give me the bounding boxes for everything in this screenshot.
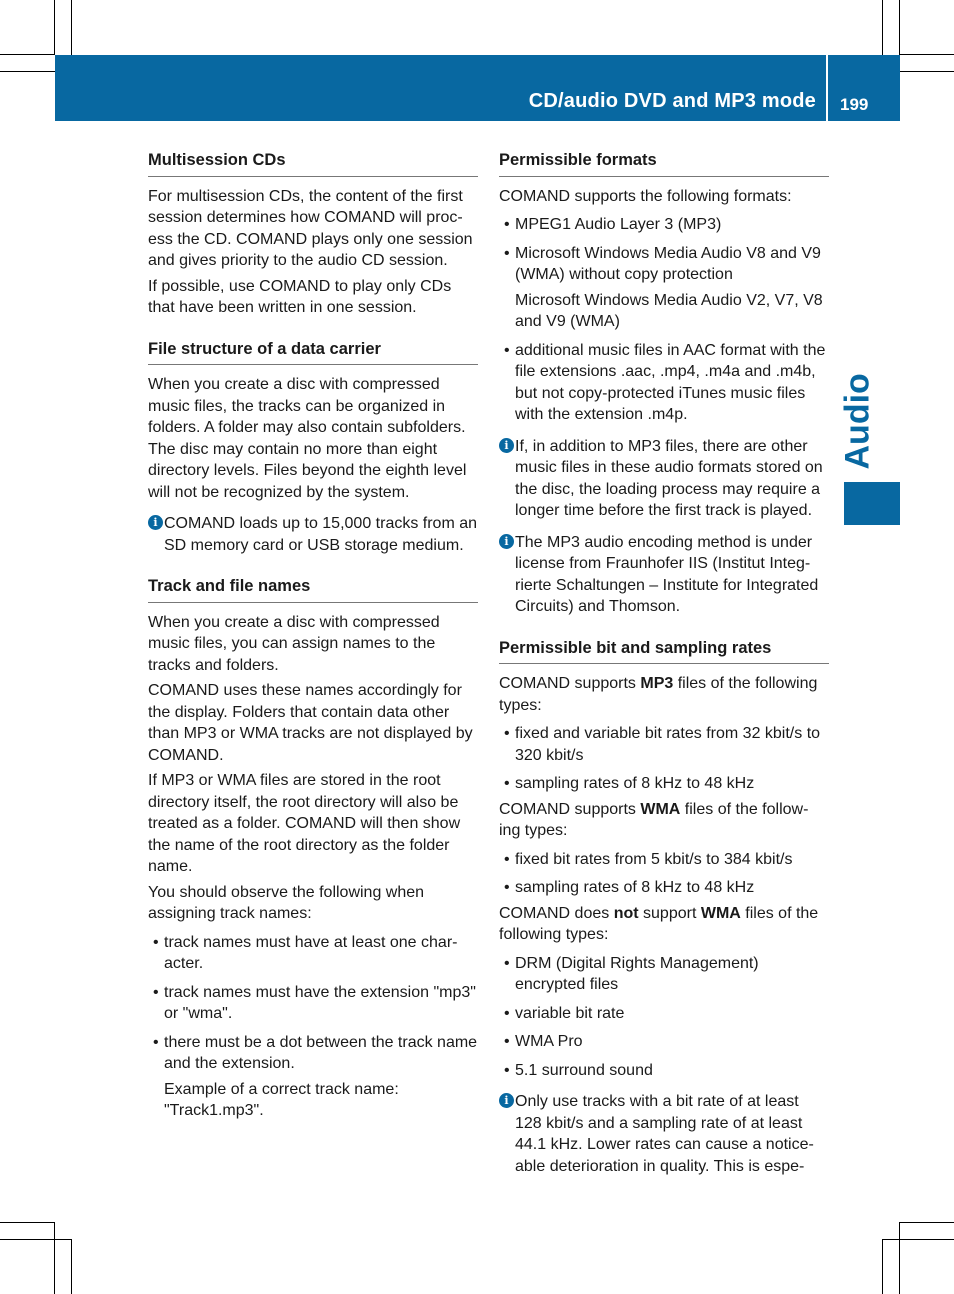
paragraph: If possible, use COMAND to play only CDs that have been written in one session. [148, 277, 452, 316]
bold-text: WMA [700, 904, 741, 922]
list-item: • fixed bit rates from 5 kbit/s to 384 kbit/s [499, 849, 829, 871]
list-subitem: Microsoft Windows Media Audio V2, V7, V8 and V9 (WMA) [515, 291, 823, 330]
section-heading: Permissible formats [499, 150, 829, 177]
crop-mark [71, 0, 72, 55]
list-item: • variable bit rate [499, 1003, 829, 1025]
list-item: • Microsoft Windows Media Audio V8 and V9 (WMA) without copy protection [499, 243, 829, 286]
paragraph: When you create a disc with compressed music files, you can assign names to the tracks and folders. [148, 613, 440, 674]
note-text: COMAND loads up to 15,000 tracks from an SD memory card or USB storage medium. [164, 515, 478, 554]
section-heading: Permissible bit and sampling rates [499, 638, 829, 665]
note-text: If, in addition to MP3 files, there are other music files in these audio formats stored on the disc, the loading process may require a longer time before the first track is played. [515, 437, 823, 519]
list-item: • WMA Pro [499, 1031, 829, 1053]
info-icon: i [499, 1093, 514, 1108]
paragraph [499, 799, 829, 842]
info-note [499, 1091, 829, 1177]
info-icon: i [499, 534, 514, 549]
list-item: • track names must have at least one char-acter. [148, 932, 478, 975]
side-tab [844, 482, 900, 525]
section-heading: Multisession CDs [148, 150, 478, 177]
crop-mark [0, 1222, 55, 1223]
paragraph [499, 673, 829, 716]
list-item: • track names must have the extension "mp3" or "wma". [148, 982, 478, 1025]
text-run: support [638, 904, 701, 922]
crop-mark [0, 71, 55, 72]
section-multisession [148, 150, 478, 319]
info-icon: i [148, 515, 163, 530]
left-column [148, 150, 478, 1142]
list-item: • fixed and variable bit rates from 32 kbit/s to 320 kbit/s [499, 723, 829, 766]
paragraph: COMAND uses these names accordingly for the display. Folders that contain data other than MP3 or WMA tracks are not displayed by COMAND. [148, 682, 473, 764]
crop-mark [0, 54, 55, 55]
list-item: • sampling rates of 8 kHz to 48 kHz [499, 773, 829, 795]
paragraph [499, 903, 829, 946]
text-run: COMAND supports [499, 800, 641, 818]
list-item: • DRM (Digital Rights Management) encrypted files [499, 953, 829, 996]
text-run: COMAND does [499, 904, 614, 922]
paragraph: You should observe the following when assigning track names: [148, 883, 425, 922]
section-file-structure [148, 339, 478, 557]
crop-mark [54, 1222, 55, 1294]
crop-mark [899, 1222, 900, 1294]
note-text: The MP3 audio encoding method is under license from Fraunhofer IIS (Institut Integ-rierte Schaltungen – Institute for Integrated Circuits) and Thomson. [515, 533, 819, 615]
section-rates [499, 638, 829, 1178]
crop-mark [0, 1239, 72, 1240]
text-run: COMAND supports [499, 675, 641, 692]
crop-mark [899, 54, 954, 55]
list-item: • there must be a dot between the track name and the extension. [148, 1032, 478, 1075]
section-formats [499, 150, 829, 618]
list-item: • 5.1 surround sound [499, 1060, 829, 1082]
section-track-names [148, 576, 478, 1122]
info-note [499, 436, 829, 522]
crop-mark [882, 1239, 954, 1240]
text-run: files of the following types: [499, 904, 819, 943]
right-column [499, 150, 829, 1197]
text-run: files of the following types: [499, 675, 818, 714]
bold-text: not [613, 904, 639, 922]
note-text: Only use tracks with a bit rate of at least 128 kbit/s and a sampling rate of at least 44.1 kHz. Lower rates can cause a notice-able deterioration in quality. This is espe- [515, 1093, 814, 1175]
list-item: • additional music files in AAC format with the file extensions .aac, .mp4, .m4a and .m4b, but not copy-protected iTunes music files with the extension .m4p. [499, 340, 829, 426]
info-icon: i [499, 438, 514, 453]
info-note [148, 513, 478, 556]
text-run: files of the follow-ing types: [499, 800, 809, 839]
paragraph: For multisession CDs, the content of the first session determines how COMAND will proc-ess the CD. COMAND plays only one session and gives priority to the audio CD session. [148, 187, 473, 269]
info-note [499, 532, 829, 618]
bold-text: MP3 [640, 675, 674, 692]
crop-mark [899, 0, 900, 55]
paragraph: COMAND supports the following formats: [499, 187, 792, 205]
page-title: CD/audio DVD and MP3 mode [528, 90, 816, 112]
paragraph: If MP3 or WMA files are stored in the root directory itself, the root directory will also be treated as a folder. COMAND will then show the name of the root directory as the folder name. [148, 772, 461, 875]
example-text: Example of a correct track name: "Track1.mp3". [164, 1080, 399, 1119]
page-number: 199 [840, 95, 869, 114]
crop-mark [882, 0, 883, 55]
crop-mark [882, 1239, 883, 1294]
crop-mark [899, 71, 954, 72]
section-heading: File structure of a data carrier [148, 339, 478, 366]
list-item: • MPEG1 Audio Layer 3 (MP3) [499, 214, 829, 236]
side-tab-label: Audio [838, 373, 877, 470]
crop-mark [899, 1222, 954, 1223]
paragraph: When you create a disc with compressed music files, the tracks can be organized in folders. A folder may also contain subfolders. The disc may contain no more than eight directory levels. Files beyond the eighth level will not be recognized by the system. [148, 376, 467, 501]
crop-mark [54, 0, 55, 55]
list-item: • sampling rates of 8 kHz to 48 kHz [499, 877, 829, 899]
section-heading: Track and file names [148, 576, 478, 603]
header-divider [826, 55, 828, 121]
bold-text: WMA [640, 800, 681, 818]
crop-mark [71, 1239, 72, 1294]
